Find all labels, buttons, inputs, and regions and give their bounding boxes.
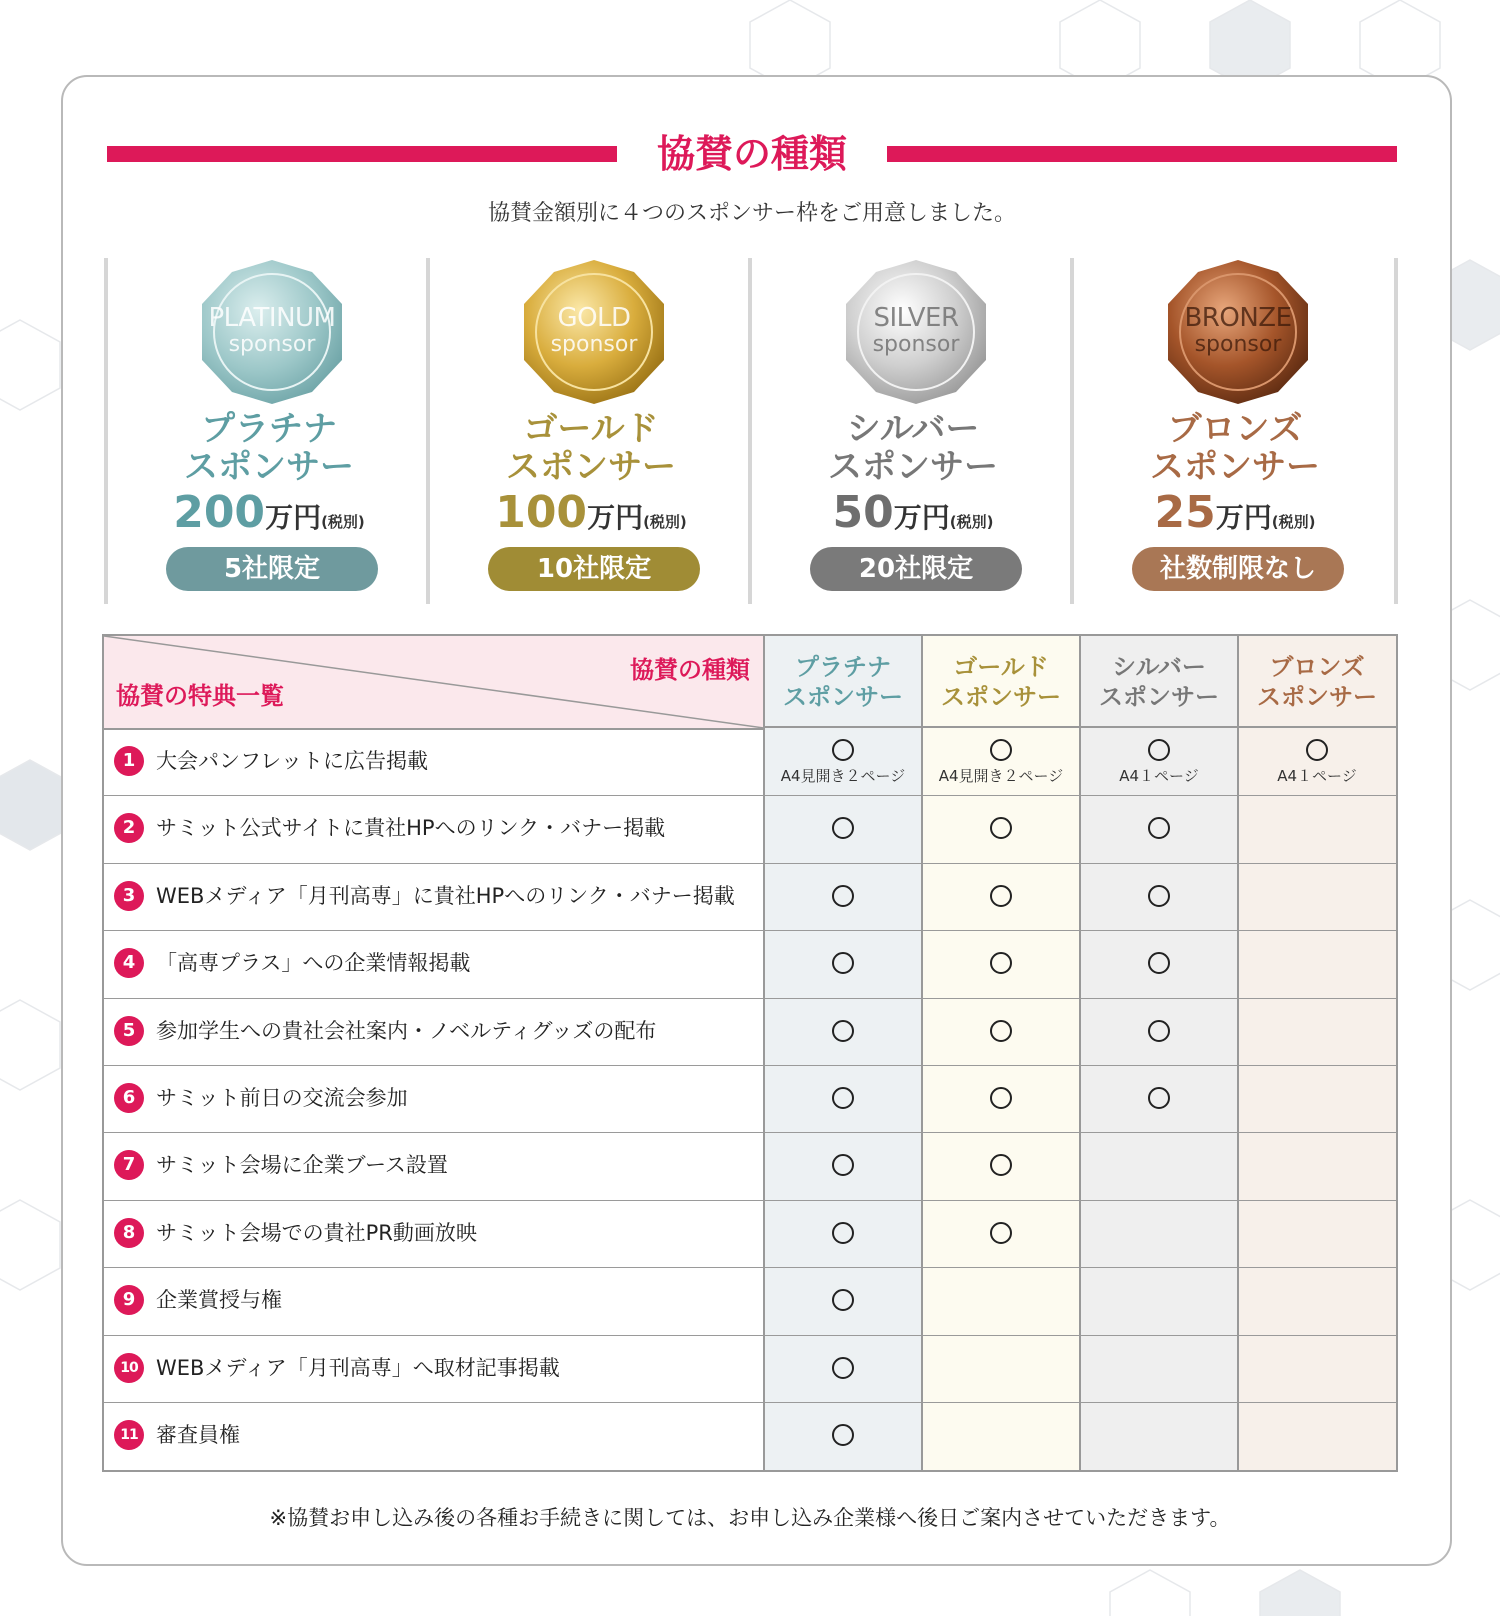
benefit-label: 大会パンフレットに広告掲載 [156,749,428,773]
included-mark-icon [1148,952,1170,974]
price-amount: 100 [495,487,588,538]
included-mark-icon [1148,739,1170,761]
column-header-gold: ゴールド スポンサー [922,636,1080,728]
benefit-label: 企業賞授与権 [156,1288,282,1312]
column-header-platinum: プラチナ スポンサー [764,636,922,728]
included-mark-icon [832,739,854,761]
benefit-number-badge: 8 [114,1218,144,1248]
page-subtitle: 協賛金額別に４つのスポンサー枠をご用意しました。 [487,201,1016,226]
header-sponsor-type: 協賛の種類 [630,656,750,684]
benefit-label: WEBメディア「月刊高専」に貴社HPへのリンク・バナー掲載 [156,884,735,908]
price-amount: 200 [173,487,266,538]
included-mark-icon [832,885,854,907]
benefit-number-badge: 7 [114,1150,144,1180]
table-row [104,1335,1396,1402]
table-header-corner [104,636,764,730]
benefit-number-badge: 1 [114,746,144,776]
included-mark-icon [832,952,854,974]
gold-price [430,488,752,538]
included-mark-icon [832,1020,854,1042]
gold-tier-name: ゴールド スポンサー [506,409,676,487]
bronze-limit-badge: 社数制限なし [1132,547,1344,591]
table-row [104,863,1396,930]
included-mark-icon [1148,817,1170,839]
table-row [104,1132,1396,1199]
page-title: 協賛の種類 [656,132,847,176]
gold-limit-badge: 10社限定 [488,547,700,591]
included-mark-icon [832,1087,854,1109]
benefit-note: A4１ページ [1119,767,1199,785]
tier-silver [752,258,1074,604]
silver-medal-icon [840,258,992,406]
table-row [104,1065,1396,1132]
price-unit: 万円 [587,501,644,534]
header-benefit-list: 協賛の特典一覧 [116,682,284,710]
column-header-bronze: ブロンズ スポンサー [1238,636,1396,728]
table-row [104,1402,1396,1469]
benefit-note: A4１ページ [1277,767,1357,785]
table-row [104,998,1396,1065]
gold-badge-line1: GOLD [557,303,631,333]
benefit-number-badge: 2 [114,813,144,843]
included-mark-icon [1148,1020,1170,1042]
benefit-note: A4見開き２ページ [938,767,1064,785]
price-unit: 万円 [893,501,950,534]
table-row [104,728,1396,795]
footnote: ※協賛お申し込み後の各種お手続きに関しては、お申し込み企業様へ後日ご案内させていただきます。 [269,1506,1231,1530]
price-unit: 万円 [265,501,322,534]
included-mark-icon [1306,739,1328,761]
included-mark-icon [990,739,1012,761]
silver-price [752,488,1074,538]
tier-platinum [108,258,430,604]
included-mark-icon [990,1020,1012,1042]
benefits-table [102,634,1398,1472]
included-mark-icon [990,817,1012,839]
bronze-medal-icon [1162,258,1314,406]
platinum-limit-badge: 5社限定 [166,547,378,591]
benefit-label: サミット会場に企業ブース設置 [156,1153,448,1177]
platinum-price [108,488,430,538]
included-mark-icon [832,1222,854,1244]
platinum-tier-name: プラチナ スポンサー [184,409,354,487]
table-row [104,930,1396,997]
platinum-badge-line2: sponsor [228,332,316,357]
platinum-medal-icon [196,258,348,406]
benefit-number-badge: 6 [114,1083,144,1113]
bronze-tier-name: ブロンズ スポンサー [1150,409,1320,487]
silver-limit-badge: 20社限定 [810,547,1022,591]
benefit-number-badge: 4 [114,948,144,978]
silver-tier-name: シルバー スポンサー [828,409,998,487]
column-header-silver: シルバー スポンサー [1080,636,1238,728]
price-tax-note: (税別) [321,513,365,531]
included-mark-icon [990,1154,1012,1176]
title-rule-right [887,146,1397,162]
price-amount: 25 [1154,487,1216,538]
price-unit: 万円 [1215,501,1272,534]
benefit-label: サミット会場での貴社PR動画放映 [156,1221,477,1245]
silver-badge-line2: sponsor [872,332,960,357]
benefit-label: 「高専プラス」への企業情報掲載 [156,951,471,975]
included-mark-icon [990,1087,1012,1109]
benefit-label: 審査員権 [156,1423,240,1447]
silver-badge-line1: SILVER [873,303,959,333]
price-tax-note: (税別) [643,513,687,531]
tier-gold [430,258,752,604]
bronze-badge-line2: sponsor [1194,332,1282,357]
included-mark-icon [832,1424,854,1446]
benefit-number-badge: 10 [114,1353,144,1383]
benefit-number-badge: 3 [114,881,144,911]
included-mark-icon [832,1289,854,1311]
benefit-label: 参加学生への貴社会社案内・ノベルティグッズの配布 [156,1019,657,1043]
sponsor-tiers [104,258,1398,604]
benefit-label: WEBメディア「月刊高専」へ取材記事掲載 [156,1356,560,1380]
benefit-label: サミット前日の交流会参加 [156,1086,408,1110]
table-row [104,795,1396,862]
bronze-price [1074,488,1396,538]
section-title-row [107,126,1397,182]
included-mark-icon [832,1154,854,1176]
tier-bronze [1074,258,1396,604]
gold-medal-icon [518,258,670,406]
benefit-number-badge: 5 [114,1016,144,1046]
platinum-badge-line1: PLATINUM [208,303,336,333]
included-mark-icon [990,885,1012,907]
included-mark-icon [990,1222,1012,1244]
gold-badge-line2: sponsor [550,332,638,357]
price-amount: 50 [832,487,894,538]
table-row [104,1267,1396,1334]
price-tax-note: (税別) [1271,513,1316,531]
benefit-number-badge: 11 [114,1420,144,1450]
benefit-label: サミット公式サイトに貴社HPへのリンク・バナー掲載 [156,816,666,840]
included-mark-icon [832,1357,854,1379]
table-row [104,1200,1396,1267]
included-mark-icon [1148,885,1170,907]
benefit-note: A4見開き２ページ [780,767,906,785]
benefit-number-badge: 9 [114,1285,144,1315]
price-tax-note: (税別) [949,513,994,531]
included-mark-icon [1148,1087,1170,1109]
title-rule-left [107,146,617,162]
included-mark-icon [832,817,854,839]
included-mark-icon [990,952,1012,974]
bronze-badge-line1: BRONZE [1184,303,1292,333]
